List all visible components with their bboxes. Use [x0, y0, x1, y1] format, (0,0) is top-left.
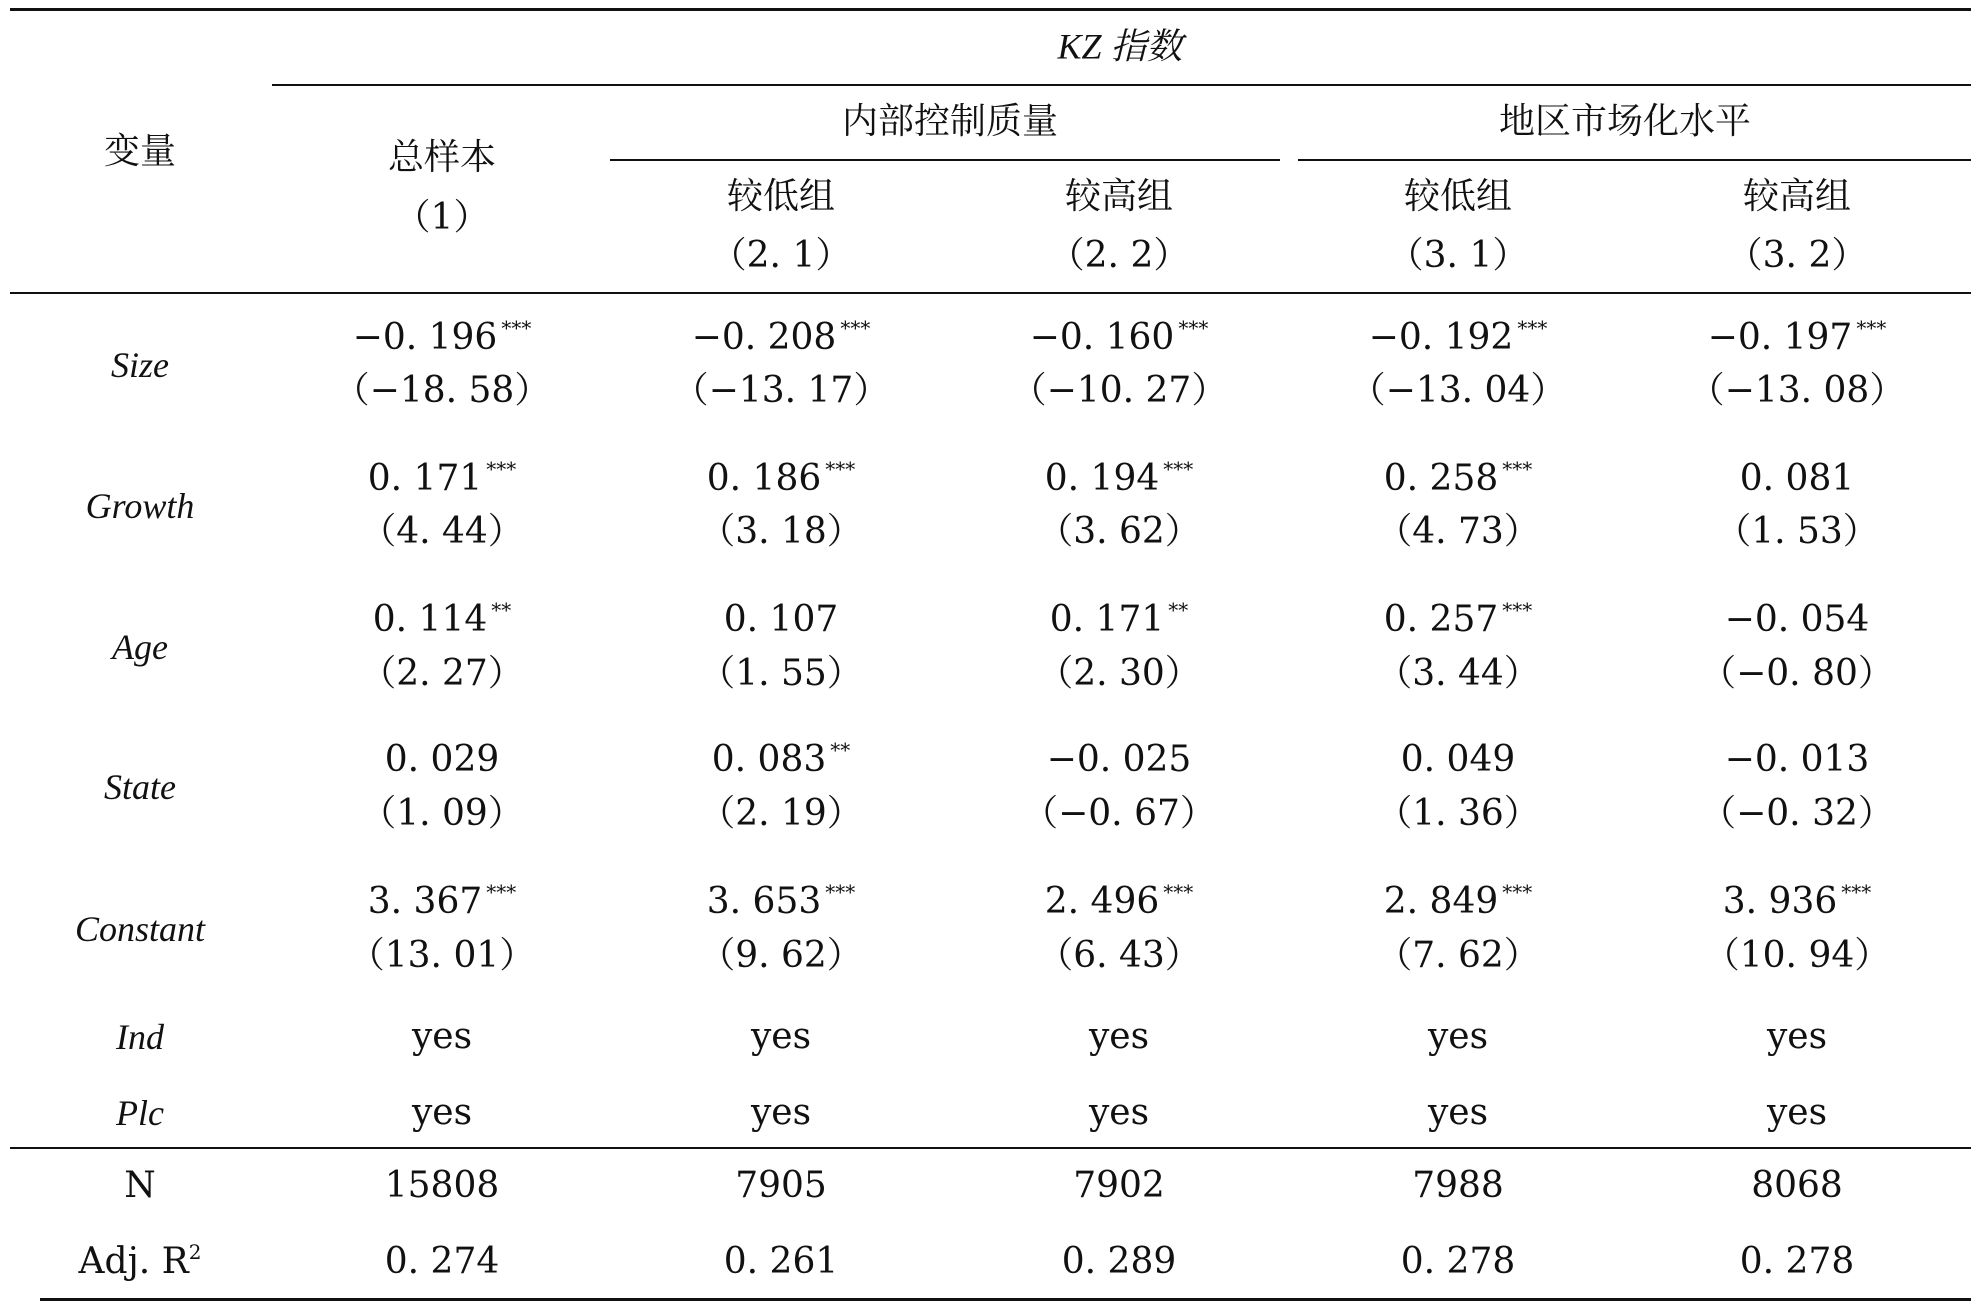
- stat-superscript: 2: [188, 1240, 202, 1264]
- coef-cell: [367, 880, 517, 922]
- kz-index-header: [1057, 26, 1183, 67]
- variable-header: 变量: [103, 131, 177, 172]
- control-cell: yes: [1088, 1092, 1150, 1133]
- coef-cell: [1739, 458, 1855, 499]
- stat-cell: 0. 278: [1400, 1241, 1516, 1282]
- coef-value: 2. 849: [1383, 881, 1499, 922]
- significance-stars: ***: [1163, 880, 1194, 904]
- coef-value: 0. 258: [1383, 458, 1499, 499]
- t-stat-cell: （4. 44）: [360, 511, 524, 552]
- coef-value: −0. 197: [1707, 317, 1853, 358]
- row-label-state: State: [104, 767, 176, 807]
- coef-value: 0. 114: [372, 599, 488, 640]
- sub-label-2-2: 较高组: [1064, 176, 1174, 217]
- significance-stars: ***: [501, 316, 532, 340]
- t-stat-cell: （2. 27）: [360, 653, 524, 694]
- t-stat-cell: （−0. 67）: [1022, 793, 1216, 834]
- t-stat-cell: （1. 36）: [1376, 793, 1540, 834]
- header-rule: [10, 292, 1971, 294]
- coef-cell: [1368, 316, 1548, 358]
- coef-value: 2. 496: [1044, 881, 1160, 922]
- t-stat-cell: （−13. 17）: [672, 370, 890, 411]
- stat-name: Adj. R: [78, 1241, 189, 1282]
- coef-cell: [367, 457, 517, 499]
- row-label-stat: [78, 1240, 202, 1282]
- coef-cell: [1046, 739, 1192, 780]
- coef-cell: [723, 599, 839, 640]
- sub-num-3-2: （3. 2）: [1726, 235, 1868, 276]
- coef-cell: [1383, 880, 1533, 922]
- t-stat-cell: （−0. 80）: [1700, 653, 1894, 694]
- sub-label-3-2: 较高组: [1742, 176, 1852, 217]
- t-stat-cell: （3. 18）: [699, 511, 863, 552]
- significance-stars: ***: [1502, 598, 1533, 622]
- stat-cell: 15808: [384, 1165, 500, 1206]
- row-label-ind: Ind: [116, 1017, 164, 1057]
- coef-value: 0. 083: [711, 739, 827, 780]
- control-cell: yes: [1766, 1016, 1828, 1057]
- significance-stars: ***: [1841, 880, 1872, 904]
- coef-value: 0. 107: [723, 599, 839, 640]
- coef-value: −0. 054: [1724, 599, 1870, 640]
- t-stat-cell: （−10. 27）: [1010, 370, 1228, 411]
- significance-stars: ***: [1517, 316, 1548, 340]
- control-cell: yes: [1427, 1092, 1489, 1133]
- coef-value: 0. 194: [1044, 458, 1160, 499]
- significance-stars: **: [1168, 598, 1189, 622]
- sub-label-2-1: 较低组: [726, 176, 836, 217]
- stat-cell: 0. 289: [1061, 1241, 1177, 1282]
- sub-num-3-1: （3. 1）: [1387, 235, 1529, 276]
- control-cell: yes: [750, 1016, 812, 1057]
- coef-value: −0. 025: [1046, 739, 1192, 780]
- stat-name: N: [124, 1165, 156, 1206]
- coef-value: −0. 160: [1029, 317, 1175, 358]
- t-stat-cell: （13. 01）: [348, 935, 536, 976]
- coef-cell: [706, 880, 856, 922]
- coef-cell: [1044, 457, 1194, 499]
- row-label-age: Age: [112, 627, 168, 667]
- coef-value: 0. 171: [367, 458, 483, 499]
- coef-value: 0. 081: [1739, 458, 1855, 499]
- row-label-constant: Constant: [74, 909, 206, 949]
- coef-cell: [1724, 739, 1870, 780]
- significance-stars: ***: [825, 880, 856, 904]
- t-stat-cell: （3. 62）: [1037, 511, 1201, 552]
- t-stat-cell: （−0. 32）: [1700, 793, 1894, 834]
- coef-cell: [1383, 598, 1533, 640]
- coef-value: 0. 029: [384, 739, 500, 780]
- coef-value: 3. 936: [1722, 881, 1838, 922]
- stat-cell: 0. 274: [384, 1241, 500, 1282]
- control-cell: yes: [1427, 1016, 1489, 1057]
- sub-num-2-1: （2. 1）: [710, 235, 852, 276]
- t-stat-cell: （3. 44）: [1376, 653, 1540, 694]
- t-stat-cell: （2. 19）: [699, 793, 863, 834]
- coef-cell: [372, 598, 512, 640]
- t-stat-cell: （6. 43）: [1037, 935, 1201, 976]
- coef-value: 0. 257: [1383, 599, 1499, 640]
- coef-value: 0. 186: [706, 458, 822, 499]
- coef-cell: [1724, 599, 1870, 640]
- full-sample-num: （1）: [394, 197, 490, 238]
- row-label-plc: Plc: [116, 1093, 164, 1133]
- significance-stars: **: [491, 598, 512, 622]
- t-stat-cell: （−13. 08）: [1688, 370, 1906, 411]
- coef-value: 0. 171: [1049, 599, 1165, 640]
- coef-cell: [1722, 880, 1872, 922]
- coef-cell: [384, 739, 500, 780]
- t-stat-cell: （1. 09）: [360, 793, 524, 834]
- coef-cell: [1044, 880, 1194, 922]
- t-stat-cell: （1. 55）: [699, 653, 863, 694]
- coef-cell: [691, 316, 871, 358]
- coef-value: 3. 367: [367, 881, 483, 922]
- coef-value: −0. 013: [1724, 739, 1870, 780]
- stat-cell: 7988: [1412, 1165, 1504, 1206]
- bottom-rule: [40, 1298, 1971, 1301]
- stat-cell: 8068: [1751, 1165, 1843, 1206]
- significance-stars: **: [830, 738, 851, 762]
- significance-stars: ***: [1163, 457, 1194, 481]
- t-stat-cell: （2. 30）: [1037, 653, 1201, 694]
- t-stat-cell: （1. 53）: [1715, 511, 1879, 552]
- control-cell: yes: [411, 1092, 473, 1133]
- row-label-stat: [124, 1165, 156, 1206]
- significance-stars: ***: [825, 457, 856, 481]
- coef-cell: [1400, 739, 1516, 780]
- sub-num-2-2: （2. 2）: [1048, 235, 1190, 276]
- t-stat-cell: （−13. 04）: [1349, 370, 1567, 411]
- full-sample-label: 总样本: [387, 137, 497, 178]
- coef-cell: [711, 738, 851, 780]
- significance-stars: ***: [1856, 316, 1887, 340]
- coef-cell: [1049, 598, 1189, 640]
- significance-stars: ***: [840, 316, 871, 340]
- control-cell: yes: [411, 1016, 473, 1057]
- t-stat-cell: （7. 62）: [1376, 935, 1540, 976]
- group-title-marketization: 地区市场化水平: [1498, 101, 1752, 142]
- coef-value: −0. 196: [352, 317, 498, 358]
- t-stat-cell: （−18. 58）: [333, 370, 551, 411]
- significance-stars: ***: [1502, 457, 1533, 481]
- group-title-internal-control: 内部控制质量: [841, 101, 1059, 142]
- control-cell: yes: [1766, 1092, 1828, 1133]
- significance-stars: ***: [486, 457, 517, 481]
- coef-value: 3. 653: [706, 881, 822, 922]
- control-cell: yes: [1088, 1016, 1150, 1057]
- control-cell: yes: [750, 1092, 812, 1133]
- coef-cell: [1383, 457, 1533, 499]
- coef-value: −0. 208: [691, 317, 837, 358]
- stat-cell: 0. 261: [723, 1241, 839, 1282]
- coef-value: 0. 049: [1400, 739, 1516, 780]
- t-stat-cell: （9. 62）: [699, 935, 863, 976]
- t-stat-cell: （4. 73）: [1376, 511, 1540, 552]
- coef-cell: [352, 316, 532, 358]
- stats-rule: [10, 1147, 1971, 1149]
- group2-underline: [1298, 159, 1971, 161]
- stat-cell: 7902: [1073, 1165, 1165, 1206]
- row-label-size: Size: [111, 344, 169, 385]
- coef-cell: [706, 457, 856, 499]
- row-label-growth: Growth: [85, 485, 195, 526]
- t-stat-cell: （10. 94）: [1703, 935, 1891, 976]
- significance-stars: ***: [1178, 316, 1209, 340]
- significance-stars: ***: [486, 880, 517, 904]
- coef-cell: [1029, 316, 1209, 358]
- group1-underline: [610, 159, 1280, 161]
- kz-title: KZ 指数: [1057, 26, 1183, 67]
- kz-underline: [272, 84, 1971, 86]
- coef-value: −0. 192: [1368, 317, 1514, 358]
- significance-stars: ***: [1502, 880, 1533, 904]
- coef-cell: [1707, 316, 1887, 358]
- stat-cell: 0. 278: [1739, 1241, 1855, 1282]
- stat-cell: 7905: [735, 1165, 827, 1206]
- top-rule: [10, 8, 1971, 11]
- sub-label-3-1: 较低组: [1403, 176, 1513, 217]
